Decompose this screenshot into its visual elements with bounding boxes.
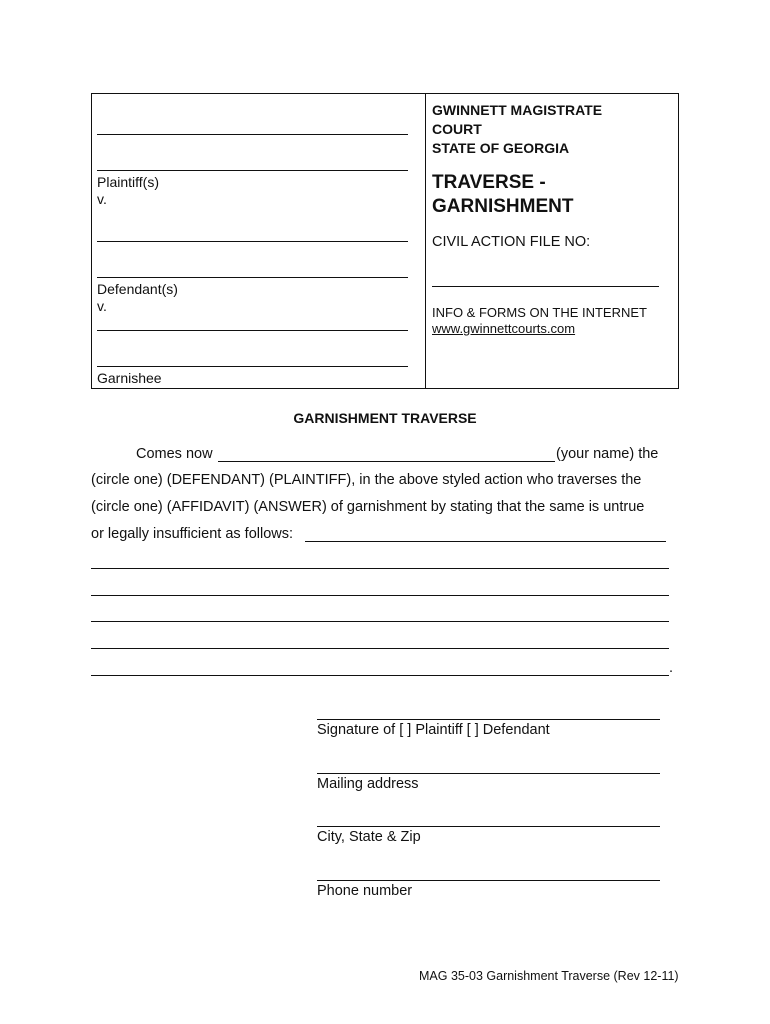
court-name-line-2: COURT <box>432 121 482 137</box>
end-period: . <box>669 660 674 676</box>
phone-number-label: Phone number <box>317 883 413 899</box>
reason-line-0[interactable] <box>305 541 666 542</box>
form-heading: GARNISHMENT TRAVERSE <box>293 410 477 426</box>
reason-line-1[interactable] <box>91 568 669 569</box>
your-name-line[interactable] <box>218 461 555 462</box>
defendant-name-line-2[interactable] <box>97 277 408 278</box>
court-website-link[interactable]: www.gwinnettcourts.com <box>432 321 576 336</box>
defendant-label: Defendant(s) <box>97 281 178 297</box>
civil-action-label: CIVIL ACTION FILE NO: <box>432 234 591 250</box>
signature-label: Signature of [ ] Plaintiff [ ] Defendant <box>317 722 550 738</box>
city-state-zip-line[interactable] <box>317 826 660 827</box>
defendant-name-line-1[interactable] <box>97 241 408 242</box>
form-id-footer: MAG 35-03 Garnishment Traverse (Rev 12-11) <box>419 969 679 983</box>
reason-line-3[interactable] <box>91 621 669 622</box>
comes-now-text: Comes now <box>136 446 213 462</box>
reason-intro-text: or legally insufficient as follows: <box>91 526 294 542</box>
document-selection-text: (circle one) (AFFIDAVIT) (ANSWER) of garnishment by stating that the same is untrue <box>91 499 645 515</box>
plaintiff-label: Plaintiff(s) <box>97 174 159 190</box>
signature-line[interactable] <box>317 719 660 720</box>
info-forms-label: INFO & FORMS ON THE INTERNET <box>432 305 647 320</box>
reason-line-5[interactable] <box>91 675 669 676</box>
party-selection-text: (circle one) (DEFENDANT) (PLAINTIFF), in the above styled action who traverses the <box>91 472 642 488</box>
mailing-address-label: Mailing address <box>317 776 419 792</box>
document-title-line-2: GARNISHMENT <box>432 196 574 217</box>
plaintiff-name-line-1[interactable] <box>97 134 408 135</box>
garnishee-label: Garnishee <box>97 370 162 386</box>
court-name-line-1: GWINNETT MAGISTRATE <box>432 102 603 118</box>
city-state-zip-label: City, State & Zip <box>317 829 421 845</box>
reason-line-2[interactable] <box>91 595 669 596</box>
plaintiff-name-line-2[interactable] <box>97 170 408 171</box>
court-state: STATE OF GEORGIA <box>432 140 570 156</box>
document-title-line-1: TRAVERSE - <box>432 172 546 193</box>
versus-label-2: v. <box>97 298 107 314</box>
civil-action-number-line[interactable] <box>432 286 659 287</box>
garnishee-name-line-1[interactable] <box>97 330 408 331</box>
your-name-label: (your name) the <box>556 446 659 462</box>
reason-line-4[interactable] <box>91 648 669 649</box>
caption-divider <box>425 93 426 389</box>
garnishee-name-line-2[interactable] <box>97 366 408 367</box>
versus-label-1: v. <box>97 191 107 207</box>
phone-number-line[interactable] <box>317 880 660 881</box>
mailing-address-line[interactable] <box>317 773 660 774</box>
